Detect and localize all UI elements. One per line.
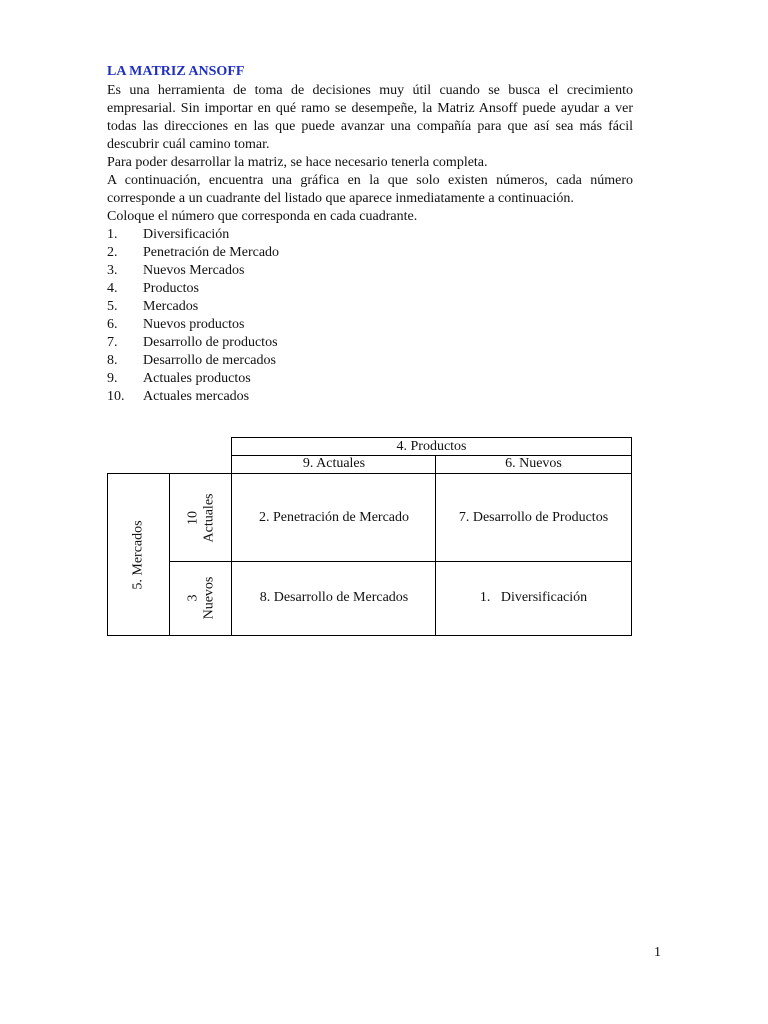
list-number: 2. bbox=[107, 245, 118, 260]
list-number: 9. bbox=[107, 371, 118, 386]
quadrant-penetracion-text: 2. Penetración de Mercado bbox=[258, 509, 410, 525]
actuales-header-text: 9. Actuales bbox=[302, 456, 366, 471]
concept-list bbox=[107, 226, 633, 406]
list-item bbox=[107, 370, 633, 388]
list-number: 7. bbox=[107, 335, 118, 350]
quadrant-penetracion bbox=[231, 473, 436, 562]
list-number: 4. bbox=[107, 281, 118, 296]
nuevos-header-text: 6. Nuevos bbox=[505, 456, 562, 471]
list-text: Penetración de Mercado bbox=[143, 245, 280, 260]
list-item bbox=[107, 226, 633, 244]
document-title: LA MATRIZ ANSOFF bbox=[107, 64, 245, 79]
list-text: Nuevos Mercados bbox=[143, 263, 245, 278]
row-actuales-text: Actuales bbox=[200, 493, 216, 542]
page-number: 1 bbox=[654, 945, 661, 960]
list-item bbox=[107, 298, 633, 316]
row-actuales-number: 10 bbox=[184, 510, 200, 525]
quadrant-desarrollo-productos-text: 7. Desarrollo de Productos bbox=[458, 509, 609, 525]
instruction-paragraph-2: A continuación, encuentra una gráfica en la que solo existen números, cada número corresponde a un cuadrante del listado que aparece inmediatamente a continuación. bbox=[107, 173, 633, 206]
list-item bbox=[107, 316, 633, 334]
list-text: Actuales productos bbox=[143, 371, 251, 386]
list-text: Mercados bbox=[143, 299, 199, 314]
list-number: 3. bbox=[107, 263, 118, 278]
document-body bbox=[107, 62, 633, 406]
row-nuevos-label bbox=[185, 577, 217, 620]
row-actuales-label-cell bbox=[169, 473, 232, 562]
productos-header-text: 4. Productos bbox=[396, 438, 467, 454]
list-text: Nuevos productos bbox=[143, 317, 245, 332]
mercados-label-cell bbox=[107, 473, 170, 636]
row-nuevos-text: Nuevos bbox=[201, 576, 216, 620]
ansoff-matrix bbox=[107, 437, 632, 636]
instruction-paragraph-3: Coloque el número que corresponda en cada cuadrante. bbox=[107, 209, 418, 224]
list-number: 1. bbox=[107, 227, 118, 242]
row-actuales-label bbox=[185, 493, 217, 542]
intro-paragraph: Es una herramienta de toma de decisiones muy útil cuando se busca el crecimiento empresarial. Sin importar en qué ramo se desempeñe, la Matriz Ansoff puede ayudar a ver todas las direcciones en las que puede avanzar una compañía para que así sea más fácil descubrir cuál camino tomar. bbox=[107, 83, 633, 152]
list-item bbox=[107, 334, 633, 352]
list-item bbox=[107, 244, 633, 262]
quadrant-desarrollo-mercados-text: 8. Desarrollo de Mercados bbox=[259, 590, 409, 605]
quadrant-desarrollo-productos bbox=[435, 473, 632, 562]
row-nuevos-label-cell bbox=[169, 561, 232, 636]
productos-header bbox=[231, 437, 632, 456]
list-text: Productos bbox=[143, 281, 199, 296]
quadrant-diversificacion-text: 1. Diversificación bbox=[479, 590, 588, 605]
list-text: Diversificación bbox=[143, 227, 230, 242]
actuales-header bbox=[231, 455, 436, 474]
quadrant-desarrollo-mercados bbox=[231, 561, 436, 636]
list-item bbox=[107, 352, 633, 370]
row-nuevos-number: 3 bbox=[185, 594, 200, 602]
list-number: 5. bbox=[107, 299, 118, 314]
list-text: Desarrollo de productos bbox=[143, 335, 278, 350]
nuevos-header bbox=[435, 455, 632, 474]
list-item bbox=[107, 280, 633, 298]
list-number: 8. bbox=[107, 353, 118, 368]
list-item bbox=[107, 262, 633, 280]
quadrant-diversificacion bbox=[435, 561, 632, 636]
list-text: Desarrollo de mercados bbox=[143, 353, 276, 368]
list-number: 10. bbox=[107, 389, 125, 404]
list-item bbox=[107, 388, 633, 406]
mercados-label: 5. Mercados bbox=[131, 519, 147, 590]
instruction-paragraph-1: Para poder desarrollar la matriz, se hace necesario tenerla completa. bbox=[107, 155, 488, 170]
list-number: 6. bbox=[107, 317, 118, 332]
list-text: Actuales mercados bbox=[143, 389, 250, 404]
